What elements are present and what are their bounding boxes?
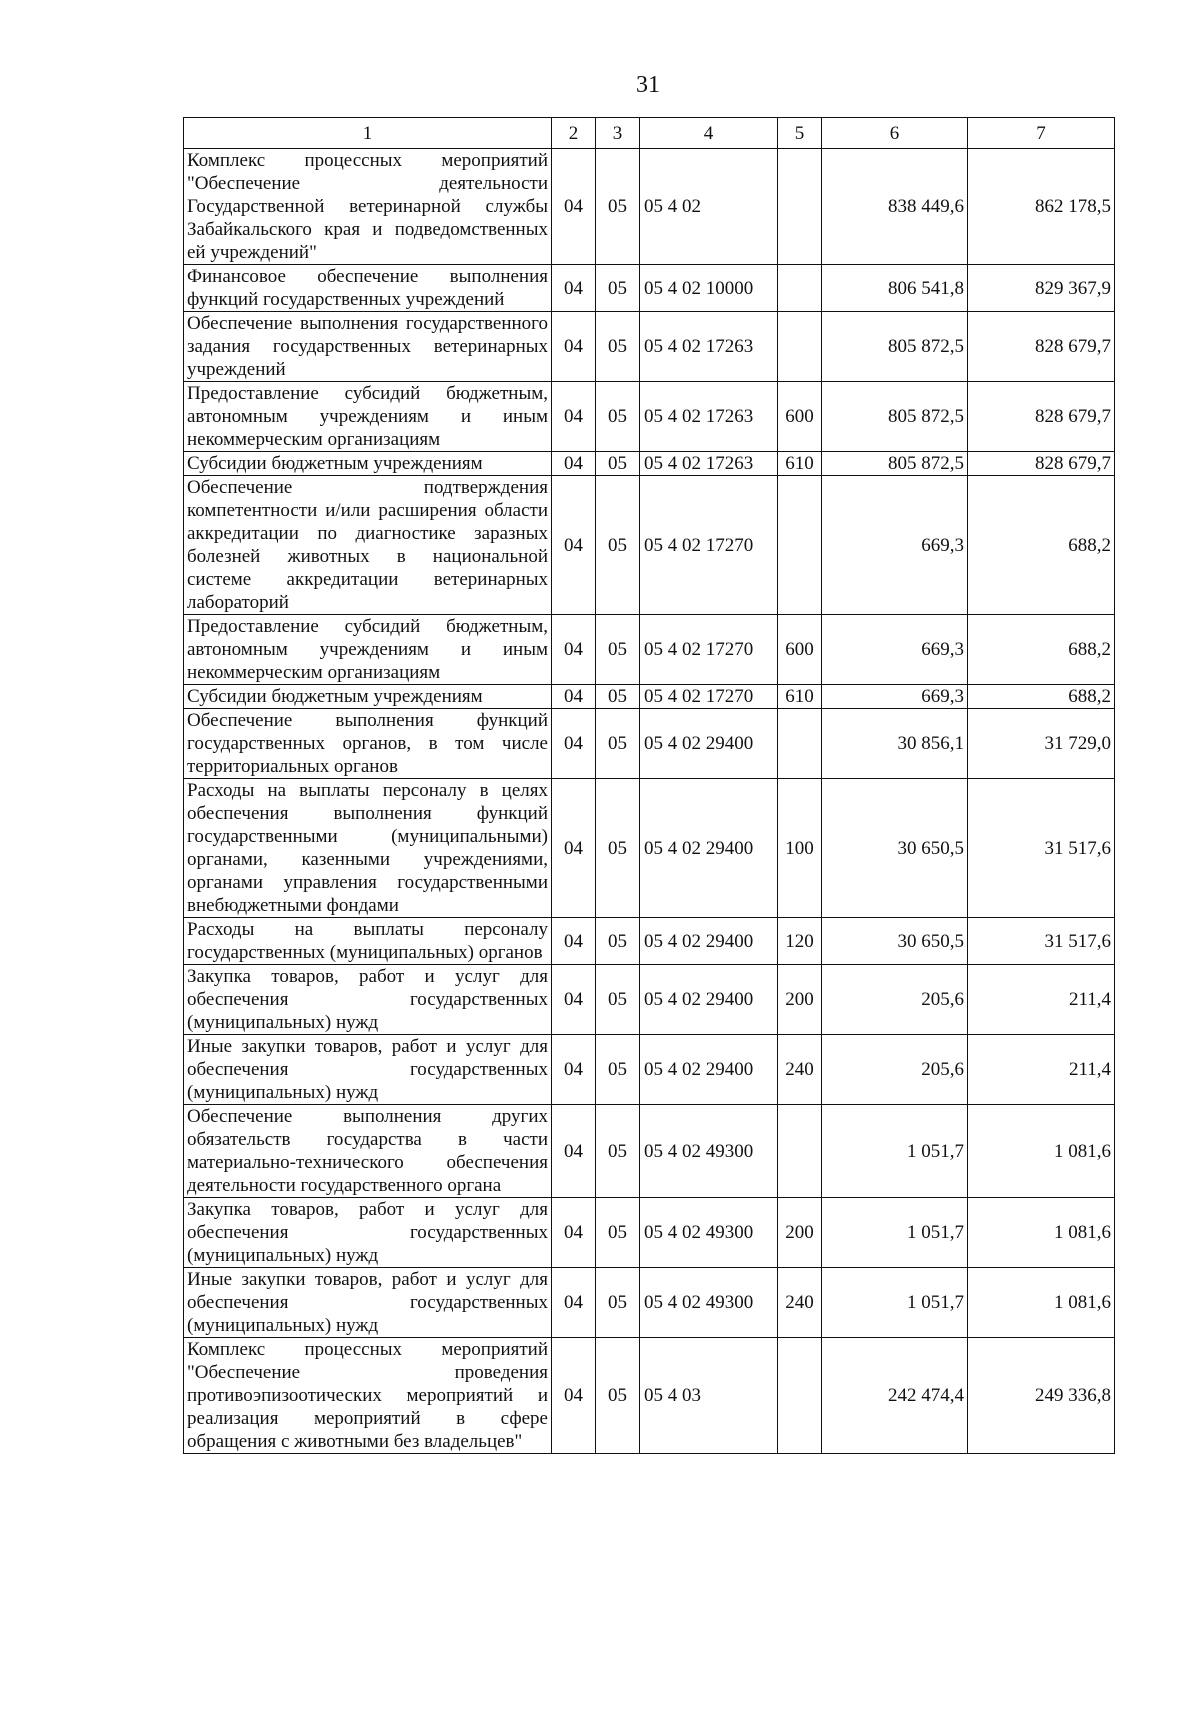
expense-type-code: [778, 149, 822, 265]
amount-year-1: 242 474,4: [822, 1338, 968, 1454]
column-header: 6: [822, 118, 968, 149]
subsection-code: 05: [596, 312, 640, 382]
section-code: 04: [552, 1268, 596, 1338]
expense-type-code: 610: [778, 685, 822, 709]
subsection-code: 05: [596, 1035, 640, 1105]
subsection-code: 05: [596, 452, 640, 476]
expense-item-name: Иные закупки товаров, работ и услуг для обеспечения государственных (муниципальных) нужд: [184, 1268, 552, 1338]
subsection-code: 05: [596, 965, 640, 1035]
expense-type-code: [778, 709, 822, 779]
target-article-code: 05 4 02 10000: [640, 265, 778, 312]
amount-year-1: 30 650,5: [822, 779, 968, 918]
amount-year-2: 828 679,7: [968, 452, 1115, 476]
amount-year-1: 669,3: [822, 615, 968, 685]
expense-item-name: Финансовое обеспечение выполнения функций государственных учреждений: [184, 265, 552, 312]
section-code: 04: [552, 965, 596, 1035]
subsection-code: 05: [596, 779, 640, 918]
amount-year-2: 249 336,8: [968, 1338, 1115, 1454]
table-row: [184, 476, 1115, 615]
section-code: 04: [552, 1198, 596, 1268]
subsection-code: 05: [596, 685, 640, 709]
column-header: 5: [778, 118, 822, 149]
subsection-code: 05: [596, 918, 640, 965]
section-code: 04: [552, 476, 596, 615]
target-article-code: 05 4 02 17270: [640, 476, 778, 615]
amount-year-1: 30 650,5: [822, 918, 968, 965]
table-row: [184, 1198, 1115, 1268]
amount-year-2: 688,2: [968, 476, 1115, 615]
expense-item-name: Обеспечение подтверждения компетентности и/или расширения области аккредитации по диагностике заразных болезней животных в национальной системе аккредитации ветеринарных лабораторий: [184, 476, 552, 615]
section-code: 04: [552, 382, 596, 452]
amount-year-2: 1 081,6: [968, 1268, 1115, 1338]
target-article-code: 05 4 02 29400: [640, 918, 778, 965]
expense-item-name: Обеспечение выполнения государственного задания государственных ветеринарных учреждений: [184, 312, 552, 382]
expense-type-code: 610: [778, 452, 822, 476]
amount-year-2: 1 081,6: [968, 1198, 1115, 1268]
column-header: 4: [640, 118, 778, 149]
table-row: [184, 965, 1115, 1035]
expense-type-code: 120: [778, 918, 822, 965]
target-article-code: 05 4 02 17270: [640, 685, 778, 709]
amount-year-1: 669,3: [822, 685, 968, 709]
expense-item-name: Субсидии бюджетным учреждениям: [184, 452, 552, 476]
amount-year-2: 1 081,6: [968, 1105, 1115, 1198]
expense-item-name: Расходы на выплаты персоналу в целях обеспечения выполнения функций государственными (муниципальными) органами, казенными учреждениями, органами управления государственными внебюджетными фондами: [184, 779, 552, 918]
section-code: 04: [552, 685, 596, 709]
table-row: [184, 452, 1115, 476]
subsection-code: 05: [596, 476, 640, 615]
page-number: 31: [636, 72, 660, 98]
expense-type-code: [778, 1338, 822, 1454]
subsection-code: 05: [596, 615, 640, 685]
section-code: 04: [552, 918, 596, 965]
section-code: 04: [552, 1035, 596, 1105]
table-row: [184, 265, 1115, 312]
target-article-code: 05 4 02 49300: [640, 1198, 778, 1268]
section-code: 04: [552, 265, 596, 312]
expense-item-name: Предоставление субсидий бюджетным, автономным учреждениям и иным некоммерческим организациям: [184, 615, 552, 685]
table-row: [184, 709, 1115, 779]
target-article-code: 05 4 02: [640, 149, 778, 265]
expense-type-code: 600: [778, 615, 822, 685]
table-row: [184, 382, 1115, 452]
expense-item-name: Закупка товаров, работ и услуг для обеспечения государственных (муниципальных) нужд: [184, 1198, 552, 1268]
column-header: 1: [184, 118, 552, 149]
amount-year-1: 205,6: [822, 965, 968, 1035]
expense-item-name: Обеспечение выполнения других обязательств государства в части материально-технического обеспечения деятельности государственного органа: [184, 1105, 552, 1198]
table-row: [184, 1105, 1115, 1198]
expense-type-code: [778, 265, 822, 312]
amount-year-2: 688,2: [968, 685, 1115, 709]
target-article-code: 05 4 02 17270: [640, 615, 778, 685]
section-code: 04: [552, 1338, 596, 1454]
expense-item-name: Закупка товаров, работ и услуг для обеспечения государственных (муниципальных) нужд: [184, 965, 552, 1035]
subsection-code: 05: [596, 709, 640, 779]
subsection-code: 05: [596, 382, 640, 452]
subsection-code: 05: [596, 1338, 640, 1454]
expense-type-code: 200: [778, 1198, 822, 1268]
table-row: [184, 1268, 1115, 1338]
section-code: 04: [552, 149, 596, 265]
amount-year-2: 862 178,5: [968, 149, 1115, 265]
column-header: 2: [552, 118, 596, 149]
expense-type-code: 240: [778, 1035, 822, 1105]
table-row: [184, 615, 1115, 685]
amount-year-1: 669,3: [822, 476, 968, 615]
section-code: 04: [552, 1105, 596, 1198]
amount-year-1: 1 051,7: [822, 1105, 968, 1198]
expense-type-code: 100: [778, 779, 822, 918]
expense-type-code: 240: [778, 1268, 822, 1338]
section-code: 04: [552, 452, 596, 476]
section-code: 04: [552, 312, 596, 382]
expense-type-code: [778, 312, 822, 382]
table-row: [184, 685, 1115, 709]
budget-table: [183, 117, 1115, 1454]
target-article-code: 05 4 02 49300: [640, 1268, 778, 1338]
subsection-code: 05: [596, 1268, 640, 1338]
amount-year-2: 829 367,9: [968, 265, 1115, 312]
expense-type-code: 600: [778, 382, 822, 452]
subsection-code: 05: [596, 1198, 640, 1268]
amount-year-1: 1 051,7: [822, 1268, 968, 1338]
amount-year-2: 31 517,6: [968, 918, 1115, 965]
target-article-code: 05 4 03: [640, 1338, 778, 1454]
amount-year-2: 211,4: [968, 965, 1115, 1035]
amount-year-1: 805 872,5: [822, 452, 968, 476]
amount-year-2: 31 729,0: [968, 709, 1115, 779]
target-article-code: 05 4 02 17263: [640, 382, 778, 452]
column-header: 7: [968, 118, 1115, 149]
table-row: [184, 312, 1115, 382]
amount-year-2: 828 679,7: [968, 382, 1115, 452]
section-code: 04: [552, 709, 596, 779]
expense-item-name: Обеспечение выполнения функций государственных органов, в том числе территориальных органов: [184, 709, 552, 779]
subsection-code: 05: [596, 265, 640, 312]
target-article-code: 05 4 02 29400: [640, 709, 778, 779]
column-number-row: [184, 118, 1115, 149]
expense-item-name: Субсидии бюджетным учреждениям: [184, 685, 552, 709]
target-article-code: 05 4 02 29400: [640, 779, 778, 918]
expense-item-name: Комплекс процессных мероприятий "Обеспечение проведения противоэпизоотических мероприятий и реализация мероприятий в сфере обращения с животными без владельцев": [184, 1338, 552, 1454]
expense-item-name: Предоставление субсидий бюджетным, автономным учреждениям и иным некоммерческим организациям: [184, 382, 552, 452]
table-body: [184, 149, 1115, 1454]
expense-item-name: Расходы на выплаты персоналу государственных (муниципальных) органов: [184, 918, 552, 965]
column-header: 3: [596, 118, 640, 149]
table-row: [184, 918, 1115, 965]
table-row: [184, 779, 1115, 918]
expense-type-code: 200: [778, 965, 822, 1035]
amount-year-1: 838 449,6: [822, 149, 968, 265]
target-article-code: 05 4 02 49300: [640, 1105, 778, 1198]
expense-item-name: Комплекс процессных мероприятий "Обеспечение деятельности Государственной ветеринарной службы Забайкальского края и подведомственных ей учреждений": [184, 149, 552, 265]
amount-year-2: 688,2: [968, 615, 1115, 685]
subsection-code: 05: [596, 1105, 640, 1198]
amount-year-1: 805 872,5: [822, 312, 968, 382]
subsection-code: 05: [596, 149, 640, 265]
amount-year-1: 806 541,8: [822, 265, 968, 312]
target-article-code: 05 4 02 29400: [640, 1035, 778, 1105]
amount-year-2: 31 517,6: [968, 779, 1115, 918]
expense-type-code: [778, 1105, 822, 1198]
amount-year-1: 1 051,7: [822, 1198, 968, 1268]
amount-year-1: 30 856,1: [822, 709, 968, 779]
section-code: 04: [552, 779, 596, 918]
amount-year-2: 828 679,7: [968, 312, 1115, 382]
table-row: [184, 1338, 1115, 1454]
target-article-code: 05 4 02 29400: [640, 965, 778, 1035]
table-row: [184, 1035, 1115, 1105]
amount-year-2: 211,4: [968, 1035, 1115, 1105]
table-row: [184, 149, 1115, 265]
expense-type-code: [778, 476, 822, 615]
target-article-code: 05 4 02 17263: [640, 452, 778, 476]
amount-year-1: 805 872,5: [822, 382, 968, 452]
expense-item-name: Иные закупки товаров, работ и услуг для обеспечения государственных (муниципальных) нужд: [184, 1035, 552, 1105]
section-code: 04: [552, 615, 596, 685]
target-article-code: 05 4 02 17263: [640, 312, 778, 382]
amount-year-1: 205,6: [822, 1035, 968, 1105]
